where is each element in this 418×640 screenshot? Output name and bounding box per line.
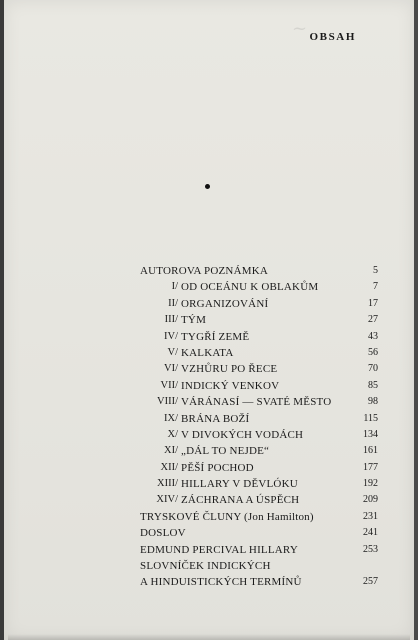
toc-chapter-number: I/	[171, 281, 178, 293]
toc-chapter-title: EDMUND PERCIVAL HILLARY	[140, 543, 298, 556]
page-title: OBSAH	[309, 31, 356, 43]
toc-page-number: 7	[373, 281, 378, 293]
toc-page-number: 209	[363, 494, 378, 506]
toc-chapter-number: II/	[168, 297, 178, 309]
toc-page-number: 56	[368, 346, 378, 358]
toc-chapter-number: VI/	[164, 363, 178, 375]
toc-chapter-title: VÁRÁNASÍ — SVATÉ MĚSTO	[181, 396, 332, 409]
toc-row	[134, 574, 378, 590]
toc-row	[134, 378, 378, 394]
toc-row	[134, 279, 378, 295]
toc-page-number: 134	[363, 428, 378, 440]
toc-row	[134, 427, 378, 443]
toc-chapter-number: X/	[167, 428, 178, 440]
toc-chapter-title: SLOVNÍČEK INDICKÝCH	[140, 560, 271, 573]
toc-page-number: 43	[368, 330, 378, 342]
toc-row	[134, 345, 378, 361]
toc-row	[134, 525, 378, 541]
toc-page-number: 257	[363, 576, 378, 588]
toc-page-number: 70	[368, 363, 378, 375]
table-of-contents	[134, 263, 378, 591]
toc-chapter-title: DOSLOV	[140, 527, 186, 540]
toc-page-number: 177	[363, 461, 378, 473]
toc-chapter-title: AUTOROVA POZNÁMKA	[140, 265, 268, 277]
toc-chapter-title: BRÁNA BOŽÍ	[181, 412, 250, 425]
toc-row	[134, 263, 378, 279]
ornament-dot-icon	[205, 184, 210, 189]
toc-chapter-title: TÝM	[181, 314, 207, 327]
toc-chapter-title: ORGANIZOVÁNÍ	[181, 297, 269, 310]
toc-chapter-title: INDICKÝ VENKOV	[181, 379, 280, 392]
toc-page-number: 98	[368, 396, 378, 408]
toc-page-number: 231	[363, 510, 378, 522]
toc-chapter-number: III/	[164, 314, 178, 326]
toc-chapter-number: IV/	[164, 330, 178, 342]
toc-chapter-title: „DÁL TO NEJDE“	[181, 445, 270, 458]
toc-row	[134, 296, 378, 312]
toc-chapter-number: VII/	[160, 379, 178, 391]
toc-page-number: 115	[363, 412, 378, 424]
toc-chapter-title: OD OCEÁNU K OBLAKŮM	[181, 281, 319, 294]
toc-chapter-title: TRYSKOVÉ ČLUNY (Jon Hamilton)	[140, 510, 314, 523]
toc-chapter-title: TYGŘÍ ZEMĚ	[181, 330, 250, 343]
toc-chapter-title: HILLARY V DĚVLÓKU	[181, 478, 298, 491]
toc-page-number: 192	[363, 478, 378, 490]
toc-chapter-number: XIII/	[157, 478, 178, 490]
toc-chapter-title: ZÁCHRANA A ÚSPĚCH	[181, 494, 300, 507]
toc-page-number: 85	[368, 379, 378, 391]
toc-chapter-number: XI/	[164, 445, 178, 457]
toc-row	[134, 476, 378, 492]
toc-page-number: 241	[363, 527, 378, 539]
toc-chapter-title: PĚŠÍ POCHOD	[181, 461, 254, 474]
toc-row	[134, 329, 378, 345]
toc-row	[134, 509, 378, 525]
toc-page-number: 17	[368, 297, 378, 309]
toc-row	[134, 394, 378, 410]
toc-chapter-title: A HINDUISTICKÝCH TERMÍNŮ	[140, 576, 302, 589]
bleed-through-stamp-icon: ~	[292, 18, 308, 39]
toc-chapter-number: XIV/	[156, 494, 178, 506]
toc-chapter-title: V DIVOKÝCH VODÁCH	[181, 428, 304, 441]
page-bottom-shadow	[8, 634, 410, 640]
toc-row	[134, 443, 378, 459]
toc-page-number: 161	[363, 445, 378, 457]
toc-chapter-title: KALKATA	[181, 346, 234, 359]
toc-chapter-number: V/	[167, 346, 178, 358]
toc-row	[134, 312, 378, 328]
toc-chapter-number: VIII/	[157, 396, 178, 408]
toc-page-number: 253	[363, 543, 378, 555]
toc-row	[134, 361, 378, 377]
toc-row	[134, 492, 378, 508]
toc-row	[134, 411, 378, 427]
toc-chapter-number: IX/	[164, 412, 178, 424]
toc-page-number: 27	[368, 314, 378, 326]
toc-chapter-title: VZHŮRU PO ŘECE	[181, 363, 278, 376]
page-right-edge	[414, 0, 418, 640]
toc-page-number: 5	[373, 265, 378, 276]
toc-row	[134, 460, 378, 476]
book-page	[4, 0, 414, 640]
toc-chapter-number: XII/	[160, 461, 178, 473]
toc-row	[134, 558, 378, 574]
toc-row	[134, 542, 378, 558]
